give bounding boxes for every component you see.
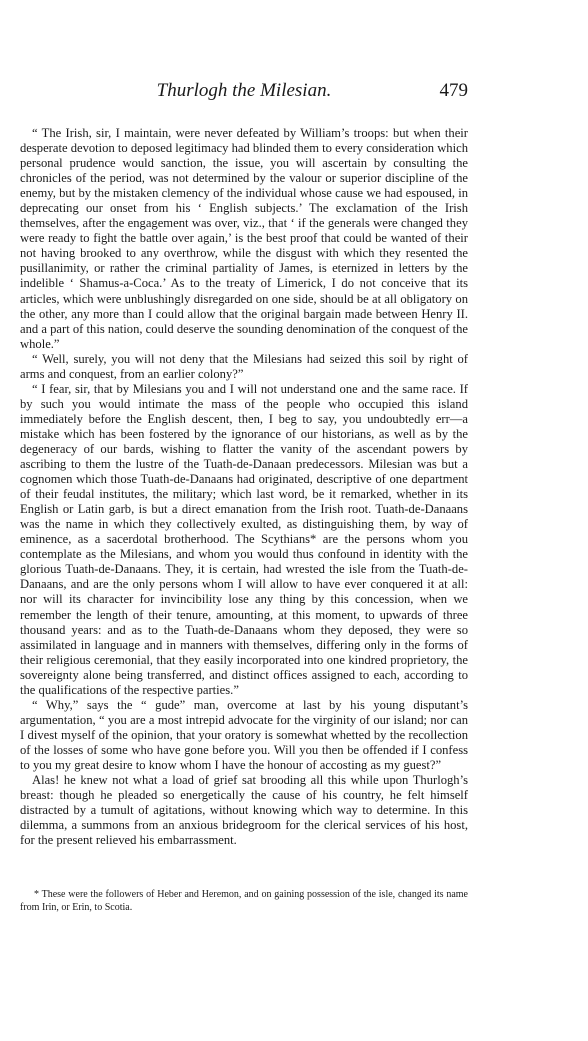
paragraph: Alas! he knew not what a load of grief sat brooding all this while upon Thurlogh’s breast: though he pleaded so energetically the cause of his country, he felt himself distracted by a tumult of agitations, without knowing which way to determine. In this dilemma, a summons from an anxious bridegroom for the clerical services of his host, for the present relieved his embarrassment. — [20, 773, 468, 848]
paragraph: “ I fear, sir, that by Milesians you and I will not understand one and the same race. If by such you would intimate the mass of the people who occupied this island immediately before the English descent, then, I beg to say, you undoubtedly err—a mistake which has been fostered by the ignorance of our historians, as well as by the degeneracy of our bards, wishing to flatter the vanity of the ascendant powers by ascribing to them the lustre of the Tuath-de-Danaan predecessors. Milesian was but a cognomen which those Tuath-de-Danaans had originated, descriptive of one department of their feudal institutes, the military; which last word, be it remarked, whether in its English or Latin garb, is but a direct emanation from the Irish root. Tuath-de-Danaans was the name in which they collectively exulted, as distinguishing them, by way of eminence, as a sacerdotal brotherhood. The Scythians* are the persons whom you contemplate as the Milesians, and whom you would thus confound in identity with the glorious Tuath-de-Danaans. They, it is certain, had wrested the isle from the Tuath-de-Danaans, and are the only persons whom I will allow to have ever conquered it at all: nor will its character for invincibility lose any thing by this concession, when we remember the length of their tenure, amounting, at this moment, to upwards of three thousand years: and as to the Tuath-de-Danaans whom they deposed, they were so assimilated in language and in manners with themselves, differing only in the forms of their religious ceremonial, that they easily incorporated into one kindred proprietory, the sovereignty alone being transferred, and distinct offices assigned to each, according to the qualifications of the respective parties.” — [20, 381, 468, 697]
footnote — [20, 888, 468, 914]
footnote-text: * These were the followers of Heber and Heremon, and on gaining possession of the isle, changed its name from Irin, or Erin, to Scotia. — [20, 889, 468, 913]
body-text — [20, 126, 468, 848]
paragraph: “ Why,” says the “ gude” man, overcome at last by his young disputant’s argumentation, “ you are a most intrepid advocate for the virginity of our island; nor can I divest myself of the opinion, that your oratory is somewhat whetted by the recollection of the losses of some who have gone before you. Will you then be offended if I confess to you my great desire to know whom I have the honour of accosting as my guest?” — [20, 697, 468, 772]
paragraph: “ The Irish, sir, I maintain, were never defeated by William’s troops: but when their desperate devotion to deposed legitimacy had blinded them to every consideration which personal prudence would sanction, the issue, you will ascertain by consulting the chronicles of the period, was not determined by the valour or superior discipline of the enemy, but by the mistaken clemency of the individual whose cause we had espoused, in deprecating our onset from his ‘ English subjects.’ The exclamation of the Irish themselves, after the engagement was over, viz., that ‘ if the generals were changed they were ready to fight the battle over again,’ is the best proof that could be wanted of their not having brooked to any overthrow, while the disgust with which they resented the pusillanimity, or rather the criminal partiality of James, is eternized in letters by the indelible ‘ Shamus-a-Coca.’ As to the treaty of Limerick, I do not conceive that its articles, which were unblushingly disregarded on one side, should be at all obligatory on the other, any more than I could allow that the original bargain made between Henry II. and a part of this nation, could deserve the sounding denomination of the conquest of the whole.” — [20, 126, 468, 351]
page-number: 479 — [439, 80, 468, 101]
paragraph: “ Well, surely, you will not deny that the Milesians had seized this soil by right of arms and conquest, from an earlier colony?” — [20, 351, 468, 381]
running-title: Thurlogh the Milesian. — [156, 80, 332, 101]
page-header — [20, 80, 468, 104]
